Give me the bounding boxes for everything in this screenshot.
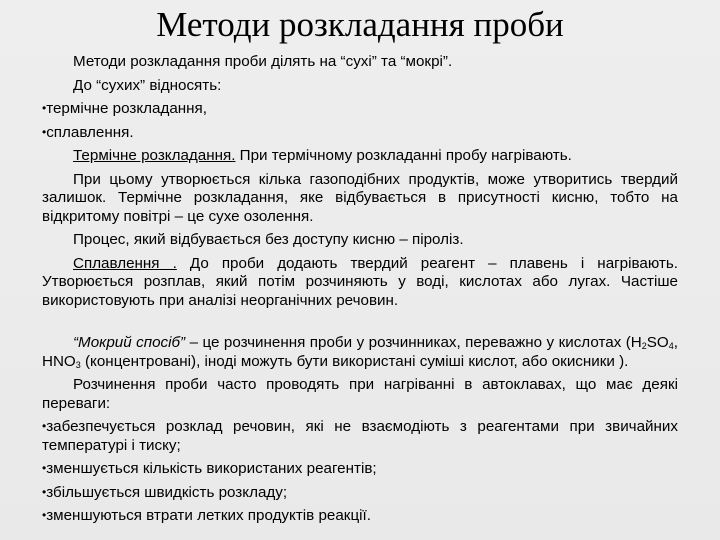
bullet-item-advantage-3 xyxy=(42,484,678,503)
autoclave-paragraph: Розчинення проби часто проводять при нагріванні в автоклавах, що має деякі переваги: xyxy=(42,376,678,412)
slide-title: Методи розкладання проби xyxy=(156,5,564,44)
fusion-term: Сплавлення . xyxy=(73,254,177,272)
bullet-item-advantage-4 xyxy=(42,507,678,526)
intro-paragraph: Методи розкладання проби ділять на “сухі” та “мокрі”. xyxy=(73,53,453,70)
bullet-icon: • xyxy=(42,484,47,499)
bullet-text: сплавлення. xyxy=(46,123,134,141)
bullet-icon: • xyxy=(42,508,47,522)
bullet-text: зменшується кількість використаних реагентів; xyxy=(46,460,377,477)
bullet-item-advantage-2 xyxy=(42,460,678,479)
thermal-details-paragraph: При цьому утворюється кілька газоподібних продуктів, може утворитись твердий залишок. Термічне розкладання, яке відбувається в присутності кисню, тобто на відкритому повітрі – це сухе озолення. xyxy=(42,170,678,225)
dry-methods-heading: До “сухих” відносять: xyxy=(73,76,222,94)
thermal-term: Термічне розкладання. xyxy=(73,147,236,164)
bullet-text: забезпечується розклад речовин, які не взаємодіють з реагентами при звичайних температурі і тиску; xyxy=(42,418,678,454)
wet-method-term: “Мокрий спосіб” xyxy=(73,334,186,351)
thermal-decomposition-paragraph: Термічне розкладання. При термічному розкладанні пробу нагрівають. xyxy=(73,147,572,164)
bullet-icon: • xyxy=(42,124,47,139)
bullet-text: термічне розкладання, xyxy=(46,100,207,117)
fusion-paragraph: Сплавлення . До проби додають твердий реагент – плавень і нагрівають. Утворюється розплав, який потім розчиняють у воді, кислотах або лугах. Частіше використовують при аналізі неорганічних речовин. xyxy=(42,254,678,309)
bullet-item-fusion xyxy=(42,124,678,143)
bullet-icon: • xyxy=(42,419,47,433)
pyrolysis-paragraph: Процес, який відбувається без доступу кисню – піроліз. xyxy=(73,231,464,248)
bullet-item-thermal xyxy=(42,100,678,119)
wet-method-paragraph: “Мокрий спосіб” – це розчинення проби у розчинниках, переважно у кислотах ($H_2SO_4$, $HNO_3$ (концентровані), іноді можуть бути використані суміші кислот, або окисники ). xyxy=(42,334,678,370)
bullet-icon: • xyxy=(42,101,47,115)
bullet-text: зменшуються втрати летких продуктів реакції. xyxy=(46,507,371,524)
bullet-item-advantage-1 xyxy=(42,418,678,455)
bullet-text: збільшується швидкість розкладу; xyxy=(46,483,288,501)
slide-body xyxy=(42,53,678,531)
spacer xyxy=(42,315,678,334)
bullet-icon: • xyxy=(42,461,47,475)
